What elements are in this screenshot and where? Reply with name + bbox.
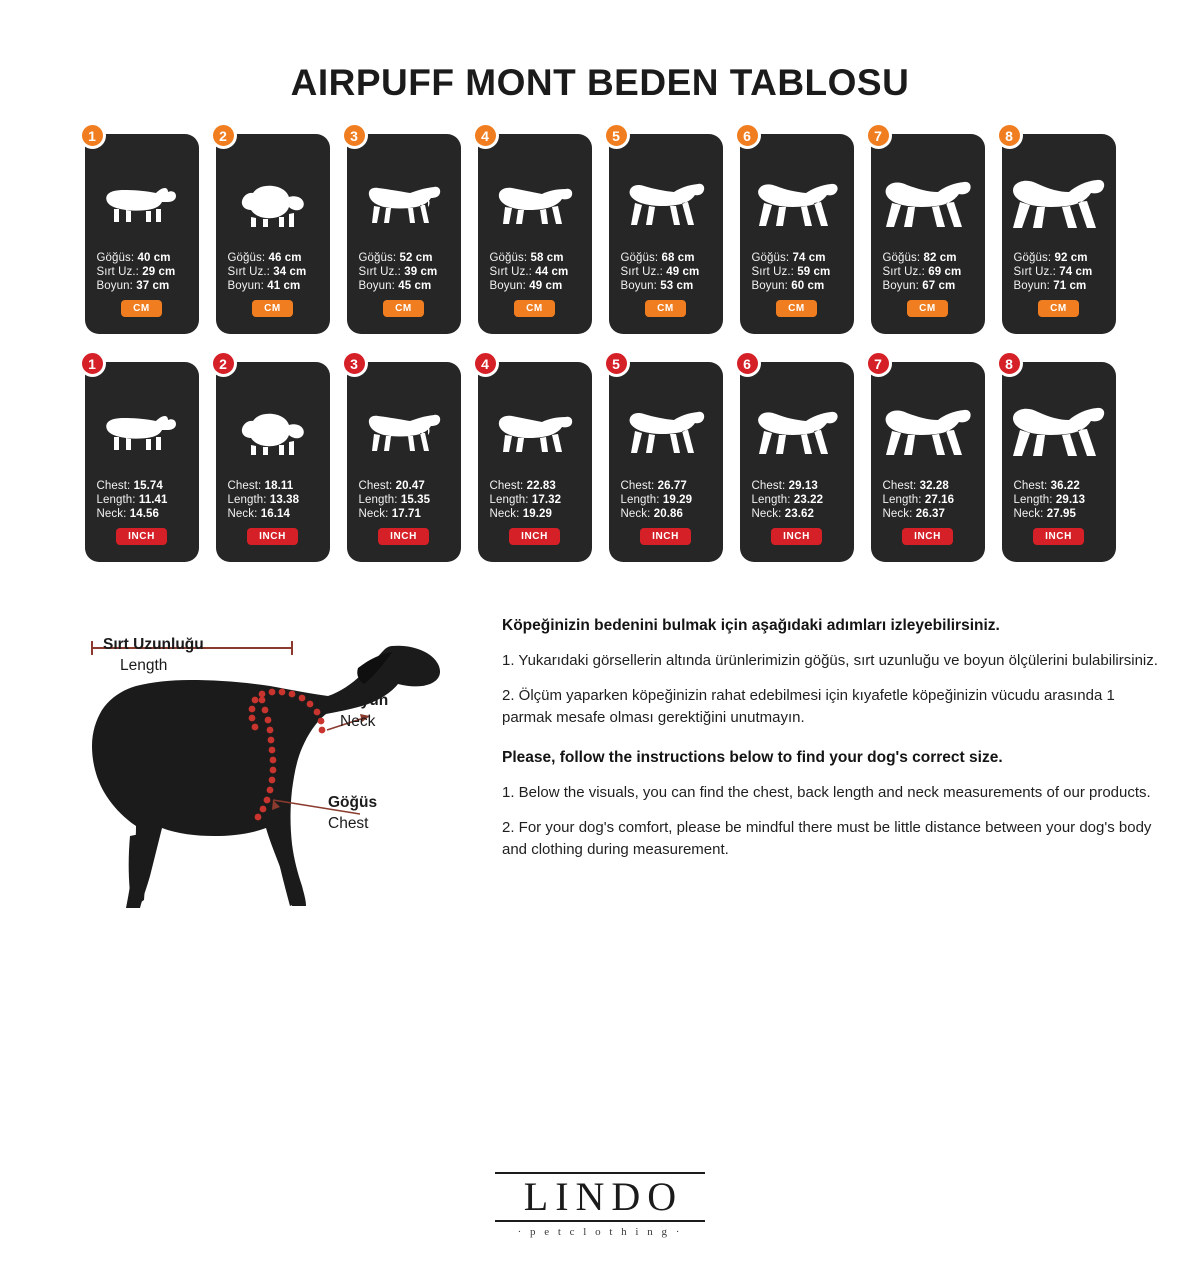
measurement-label: Length:: [1013, 494, 1053, 506]
measurement-label: Boyun:: [358, 280, 395, 292]
measurement-value: 41 cm: [267, 280, 301, 292]
page-title: AIRPUFF MONT BEDEN TABLOSU: [290, 62, 910, 103]
measurement-label: Göğüs:: [358, 252, 397, 264]
measurement-label: Sırt Uz.:: [358, 266, 401, 278]
measurement-row: [359, 280, 455, 292]
size-card-cm-2[interactable]: [216, 127, 330, 334]
size-card-cm-5[interactable]: [609, 127, 723, 334]
unit-badge: CM: [383, 300, 424, 317]
size-number-badge: 8: [996, 350, 1023, 377]
measurement-row: [752, 508, 848, 520]
measurement-label: Sırt Uz.:: [882, 266, 925, 278]
measurement-value: 19.29: [522, 508, 552, 520]
measurement-value: 68 cm: [661, 252, 695, 264]
size-card-inch-2[interactable]: [216, 355, 330, 562]
size-card-inch-4[interactable]: [478, 355, 592, 562]
measurement-value: 23.62: [784, 508, 814, 520]
unit-badge: CM: [252, 300, 293, 317]
measurement-label: Sırt Uz.:: [751, 266, 794, 278]
unit-badge: INCH: [247, 528, 298, 545]
measurements-list: [877, 480, 979, 520]
measurement-row: [490, 266, 586, 278]
measurements-list: [353, 252, 455, 292]
measurement-row: [883, 480, 979, 492]
measurements-list: [222, 252, 324, 292]
logo-rule-bottom: [495, 1220, 705, 1222]
measurement-label: Sırt Uz.:: [489, 266, 532, 278]
measurement-value: 46 cm: [268, 252, 302, 264]
label-back-length-tr: Sırt Uzunluğu: [103, 636, 204, 653]
unit-badge: INCH: [640, 528, 691, 545]
unit-badge: INCH: [116, 528, 167, 545]
measurement-label: Length:: [96, 494, 136, 506]
label-back-length-en: Length: [120, 657, 168, 674]
measurement-row: [883, 508, 979, 520]
measurement-row: [621, 266, 717, 278]
unit-badge: CM: [1038, 300, 1079, 317]
measurement-row: [1014, 266, 1110, 278]
measurement-value: 20.47: [395, 480, 425, 492]
measurement-label: Chest:: [620, 480, 655, 492]
measurement-value: 14.56: [129, 508, 159, 520]
measurement-label: Length:: [358, 494, 398, 506]
dog-silhouette-icon: [91, 388, 193, 480]
measurement-value: 26.77: [657, 480, 687, 492]
measurement-row: [1014, 480, 1110, 492]
measurement-label: Boyun:: [489, 280, 526, 292]
measurement-row: [97, 508, 193, 520]
measurement-label: Neck:: [751, 508, 782, 520]
measurement-value: 53 cm: [660, 280, 694, 292]
size-number-badge: 2: [210, 350, 237, 377]
measurement-value: 11.41: [138, 494, 168, 506]
size-card-inch-1[interactable]: [85, 355, 199, 562]
size-number-badge: 8: [996, 122, 1023, 149]
measurement-value: 18.11: [264, 480, 294, 492]
dog-silhouette-icon: [353, 160, 455, 252]
size-card-cm-7[interactable]: [871, 127, 985, 334]
measurement-label: Neck:: [358, 508, 389, 520]
measurement-row: [490, 494, 586, 506]
measurement-value: 74 cm: [1059, 266, 1093, 278]
size-card-inch-5[interactable]: [609, 355, 723, 562]
unit-badge: INCH: [1033, 528, 1084, 545]
measurement-row: [228, 508, 324, 520]
size-chart-page: [0, 62, 1200, 1262]
measurement-label: Boyun:: [96, 280, 133, 292]
measurement-row: [228, 266, 324, 278]
size-card-cm-6[interactable]: [740, 127, 854, 334]
measurement-row: [621, 508, 717, 520]
measurement-row: [1014, 494, 1110, 506]
measurement-label: Boyun:: [882, 280, 919, 292]
measurement-row: [228, 480, 324, 492]
measurement-label: Chest:: [1013, 480, 1048, 492]
measurement-value: 13.38: [269, 494, 300, 506]
size-card-inch-7[interactable]: [871, 355, 985, 562]
measurement-label: Chest:: [751, 480, 786, 492]
measurement-value: 74 cm: [792, 252, 826, 264]
measurement-label: Neck:: [1013, 508, 1044, 520]
unit-badge: INCH: [509, 528, 560, 545]
measurement-value: 15.74: [133, 480, 163, 492]
measurement-label: Chest:: [227, 480, 262, 492]
unit-badge: INCH: [378, 528, 429, 545]
measurement-row: [490, 252, 586, 264]
measurement-value: 16.14: [260, 508, 290, 520]
measurement-value: 45 cm: [398, 280, 432, 292]
measurement-label: Chest:: [882, 480, 917, 492]
measurement-label: Neck:: [96, 508, 127, 520]
measurement-value: 69 cm: [928, 266, 962, 278]
measurement-label: Boyun:: [227, 280, 264, 292]
measurement-row: [490, 280, 586, 292]
measurement-label: Length:: [620, 494, 660, 506]
measurement-row: [1014, 280, 1110, 292]
measurements-list: [222, 480, 324, 520]
size-card-inch-6[interactable]: [740, 355, 854, 562]
size-number-badge: 1: [79, 350, 106, 377]
measurement-value: 59 cm: [797, 266, 831, 278]
measurement-row: [1014, 508, 1110, 520]
dog-silhouette-icon: [222, 388, 324, 480]
size-number-badge: 7: [865, 350, 892, 377]
unit-badge: CM: [121, 300, 162, 317]
measurements-list: [484, 480, 586, 520]
measurement-value: 40 cm: [137, 252, 171, 264]
instructions-step2-tr: 2. Ölçüm yaparken köpeğinizin rahat edebilmesi için kıyafetle köpeğinizin vücudu arasında 1 parmak mesafe olması gerektiğini unutmayın.: [502, 687, 1115, 726]
measurement-row: [359, 266, 455, 278]
brand-logo: [0, 1172, 1200, 1238]
label-neck-en: Neck: [340, 713, 376, 730]
measurement-row: [621, 494, 717, 506]
measurement-value: 49 cm: [529, 280, 563, 292]
size-number-badge: 5: [603, 122, 630, 149]
measurement-value: 22.83: [526, 480, 556, 492]
measurement-value: 29.13: [1055, 494, 1086, 506]
label-chest-en: Chest: [328, 815, 369, 832]
measurement-row: [228, 252, 324, 264]
logo-name: LINDO: [523, 1174, 684, 1219]
measurement-label: Length:: [227, 494, 267, 506]
measurement-value: 44 cm: [535, 266, 569, 278]
size-number-badge: 5: [603, 350, 630, 377]
measurement-label: Göğüs:: [489, 252, 528, 264]
measurements-list: [615, 252, 717, 292]
measurement-label: Length:: [489, 494, 529, 506]
measurement-label: Göğüs:: [1013, 252, 1052, 264]
measurement-row: [359, 252, 455, 264]
unit-badge: CM: [907, 300, 948, 317]
measurement-row: [752, 280, 848, 292]
measurement-label: Sırt Uz.:: [227, 266, 270, 278]
measurement-label: Sırt Uz.:: [1013, 266, 1056, 278]
measurement-row: [621, 480, 717, 492]
measurement-label: Boyun:: [620, 280, 657, 292]
measurement-label: Sırt Uz.:: [620, 266, 663, 278]
measurements-list: [1008, 480, 1110, 520]
measurements-list: [746, 480, 848, 520]
measurement-value: 36.22: [1050, 480, 1080, 492]
instructions-step2-en: 2. For your dog's comfort, please be mindful there must be little distance between your dog's body and clothing during measurement.: [502, 819, 1152, 858]
measurement-row: [752, 494, 848, 506]
inch-card-row: [0, 355, 1200, 562]
measurement-value: 52 cm: [399, 252, 433, 264]
dog-diagram-svg: [40, 608, 480, 958]
measurements-list: [1008, 252, 1110, 292]
measurement-row: [752, 266, 848, 278]
measurements-list: [746, 252, 848, 292]
size-card-cm-4[interactable]: [478, 127, 592, 334]
measurement-label: Göğüs:: [227, 252, 266, 264]
measurement-value: 15.35: [400, 494, 431, 506]
unit-badge: INCH: [902, 528, 953, 545]
dog-silhouette-icon: [615, 160, 717, 252]
measurement-label: Sırt Uz.:: [96, 266, 139, 278]
measurement-row: [97, 280, 193, 292]
measurement-label: Chest:: [96, 480, 131, 492]
measurement-row: [228, 494, 324, 506]
measurement-row: [883, 280, 979, 292]
measurement-row: [228, 280, 324, 292]
measurement-row: [752, 480, 848, 492]
measurement-value: 67 cm: [922, 280, 956, 292]
size-number-badge: 3: [341, 350, 368, 377]
measurement-label: Length:: [751, 494, 791, 506]
measurement-row: [97, 494, 193, 506]
unit-badge: INCH: [771, 528, 822, 545]
lower-section: [0, 608, 1200, 958]
measurement-value: 37 cm: [136, 280, 170, 292]
measurements-list: [91, 480, 193, 520]
size-number-badge: 4: [472, 122, 499, 149]
measurement-label: Göğüs:: [882, 252, 921, 264]
measurement-value: 39 cm: [404, 266, 438, 278]
measurements-list: [484, 252, 586, 292]
measurement-row: [97, 252, 193, 264]
measurement-label: Neck:: [227, 508, 258, 520]
measurement-row: [621, 280, 717, 292]
measurement-row: [359, 508, 455, 520]
measurement-label: Neck:: [489, 508, 520, 520]
measurement-value: 19.29: [662, 494, 693, 506]
dog-silhouette-icon: [353, 388, 455, 480]
dog-silhouette-icon: [91, 160, 193, 252]
size-number-badge: 2: [210, 122, 237, 149]
instructions-heading-tr: Köpeğinizin bedenini bulmak için aşağıdaki adımları izleyebilirsiniz.: [502, 617, 1000, 634]
measurement-label: Chest:: [358, 480, 393, 492]
logo-tagline: · p e t c l o t h i n g ·: [517, 1226, 683, 1238]
measurement-value: 58 cm: [530, 252, 564, 264]
measurement-row: [97, 266, 193, 278]
size-number-badge: 4: [472, 350, 499, 377]
unit-badge: CM: [645, 300, 686, 317]
size-number-badge: 3: [341, 122, 368, 149]
size-card-cm-1[interactable]: [85, 127, 199, 334]
measurement-row: [621, 252, 717, 264]
instructions-heading-en: Please, follow the instructions below to find your dog's correct size.: [502, 749, 1003, 767]
measurement-label: Göğüs:: [751, 252, 790, 264]
measurement-row: [883, 494, 979, 506]
dog-silhouette-icon: [222, 160, 324, 252]
dog-silhouette-icon: [746, 388, 848, 480]
measurement-value: 23.22: [793, 494, 824, 506]
dog-silhouette-icon: [746, 160, 848, 252]
size-number-badge: 1: [79, 122, 106, 149]
measurement-row: [490, 480, 586, 492]
dog-silhouette-icon: [615, 388, 717, 480]
measurement-row: [883, 252, 979, 264]
measurement-row: [1014, 252, 1110, 264]
measurement-label: Boyun:: [751, 280, 788, 292]
measurement-row: [752, 252, 848, 264]
cm-card-row: [0, 127, 1200, 334]
measurements-list: [877, 252, 979, 292]
measurement-row: [883, 266, 979, 278]
measurement-value: 34 cm: [273, 266, 307, 278]
measurement-value: 29 cm: [142, 266, 176, 278]
measurement-label: Chest:: [489, 480, 524, 492]
dog-silhouette-icon: [877, 160, 979, 252]
measurement-value: 49 cm: [666, 266, 700, 278]
dog-silhouette-icon: [1008, 388, 1110, 480]
label-chest-tr: Göğüs: [328, 794, 378, 811]
instructions-step1-en: 1. Below the visuals, you can find the chest, back length and neck measurements of our products.: [502, 784, 1151, 802]
measurement-label: Boyun:: [1013, 280, 1050, 292]
measurement-label: Göğüs:: [620, 252, 659, 264]
measurement-value: 92 cm: [1054, 252, 1088, 264]
measurement-label: Neck:: [620, 508, 651, 520]
measurement-row: [359, 494, 455, 506]
size-number-badge: 6: [734, 122, 761, 149]
measurement-row: [97, 480, 193, 492]
dog-silhouette-icon: [484, 160, 586, 252]
measurements-list: [91, 252, 193, 292]
measurement-value: 17.32: [531, 494, 562, 506]
measurement-value: 71 cm: [1053, 280, 1087, 292]
measurement-value: 26.37: [915, 508, 945, 520]
unit-badge: CM: [514, 300, 555, 317]
measurement-value: 17.71: [391, 508, 421, 520]
size-number-badge: 7: [865, 122, 892, 149]
label-neck-tr: Boyun: [340, 692, 389, 709]
instructions-step1-tr: 1. Yukarıdaki görsellerin altında ürünlerimizin göğüs, sırt uzunluğu ve boyun ölçülerini bulabilirsiniz.: [502, 652, 1158, 670]
measurement-label: Length:: [882, 494, 922, 506]
dog-silhouette-icon: [1008, 160, 1110, 252]
instructions-column: [480, 608, 1160, 958]
measurement-value: 82 cm: [923, 252, 957, 264]
measurement-label: Neck:: [882, 508, 913, 520]
unit-badge: CM: [776, 300, 817, 317]
measurement-value: 27.95: [1046, 508, 1076, 520]
measurement-value: 27.16: [924, 494, 955, 506]
size-card-inch-8[interactable]: [1002, 355, 1116, 562]
measurements-list: [353, 480, 455, 520]
size-card-cm-8[interactable]: [1002, 127, 1116, 334]
measurement-diagram: [40, 608, 480, 958]
size-card-cm-3[interactable]: [347, 127, 461, 334]
measurement-row: [490, 508, 586, 520]
dog-silhouette-icon: [484, 388, 586, 480]
measurement-value: 32.28: [919, 480, 949, 492]
measurement-label: Göğüs:: [96, 252, 135, 264]
measurement-value: 60 cm: [791, 280, 825, 292]
size-card-inch-3[interactable]: [347, 355, 461, 562]
measurement-row: [359, 480, 455, 492]
measurements-list: [615, 480, 717, 520]
dog-silhouette-icon: [877, 388, 979, 480]
measurement-value: 20.86: [653, 508, 683, 520]
size-number-badge: 6: [734, 350, 761, 377]
measurement-value: 29.13: [788, 480, 818, 492]
